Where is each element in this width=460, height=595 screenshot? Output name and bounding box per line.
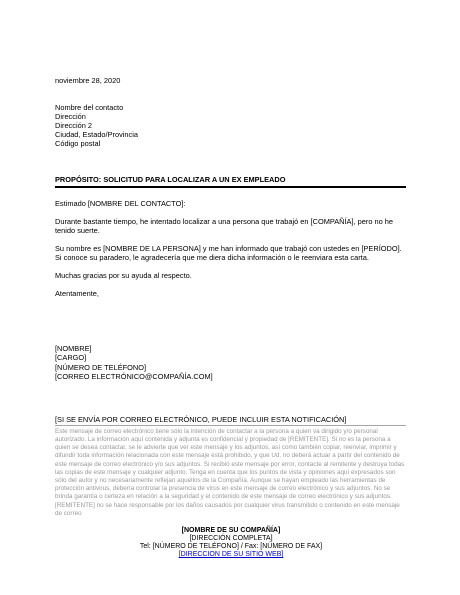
recipient-address-line-2: Dirección 2 — [55, 121, 92, 131]
letter-date: noviembre 28, 2020 — [55, 76, 121, 85]
signature-email: [CORREO ELECTRÓNICO@COMPAÑÍA.COM] — [55, 371, 213, 381]
email-disclaimer: Este mensaje de correo electrónico tiene sólo la intención de contactar a la persona a quien va dirigido y/o personal autorizado. La información aquí contenida y adjunta es confidencial y propiedad de [REMITENTE]. Si no es la persona a quien se desea contactar, se le advierte que ver este mensaje y los adjuntos, así como también copiar, reenviar, imprimir y difundir toda información relacionada con este mensaje está prohibido, y que Ud. no deberá actuar a partir del contenido de este mensaje de correo electrónico y/o sus adjuntos. Si recibió este mensaje por error, contacte al remitente y destruya todas las copias de este mensaje y cualquier adjunto. Tenga en cuenta que los puntos de vista y opiniones aquí expresados son sólo del autor y no necesariamente reflejan aquellos de la Compañía. Aunque se hayan empleado las herramientas de protección antivirus, debería controlar la presencia de virus en este mensaje de correo electrónico y sus adjuntos. No se brinda garantía o certeza en relación a la seguridad y el contenido de este mensaje de correo electrónico y sus adjuntos. [REMITENTE] no se hace responsable por los daños causados por cualquier virus transmitido o contenido en este mensaje de correo — [55, 427, 405, 517]
email-notice-heading: [SI SE ENVÍA POR CORREO ELECTRÓNICO, PUEDE INCLUIR ESTA NOTIFICACIÓN] — [55, 414, 347, 424]
body-paragraph-2: Su nombre es [NOMBRE DE LA PERSONA] y me han informado que trabajó con ustedes en [PERÍODO]. Si conoce su paradero, le agradecería que me diera dicha información o le reenviara esta carta. — [55, 243, 402, 263]
footer-website-link[interactable]: [DIRECCION DE SU SITIO WEB] — [178, 551, 284, 559]
recipient-name: Nombre del contacto — [55, 103, 124, 113]
salutation: Estimado [NOMBRE DEL CONTACTO]: — [55, 198, 186, 208]
body-paragraph-1: Durante bastante tiempo, he intentado localizar a una persona que trabajó en [COMPAÑÍA], pero no he tenido suerte. — [55, 216, 393, 235]
footer-address: [DIRECCIÓN COMPLETA] — [189, 535, 273, 543]
recipient-address-line-1: Dirección — [55, 112, 86, 122]
closing: Atentamente, — [55, 289, 99, 299]
footer-company-name: [NOMBRE DE SU COMPAÑÍA] — [181, 527, 281, 535]
body-paragraph-3: Muchas gracias por su ayuda al respecto. — [55, 271, 192, 281]
company-footer — [55, 527, 407, 559]
email-notice-divider — [55, 425, 406, 426]
signature-block — [55, 344, 407, 380]
footer-contact: Tel: [NÚMERO DE TELÉFONO] / Fax: [NÚMERO DE FAX] — [139, 543, 323, 551]
signature-phone: [NÚMERO DE TELÉFONO] — [55, 362, 147, 372]
recipient-postal-code: Código postal — [55, 139, 101, 149]
recipient-city-state: Ciudad, Estado/Provincia — [55, 130, 138, 140]
recipient-address — [55, 103, 407, 148]
signature-title: [CARGO] — [55, 353, 87, 363]
subject-line: PROPÓSITO: SOLICITUD PARA LOCALIZAR A UN EX EMPLEADO — [55, 174, 286, 184]
letter-body — [55, 76, 407, 559]
signature-name: [NOMBRE] — [55, 344, 92, 354]
subject-divider — [55, 186, 406, 188]
